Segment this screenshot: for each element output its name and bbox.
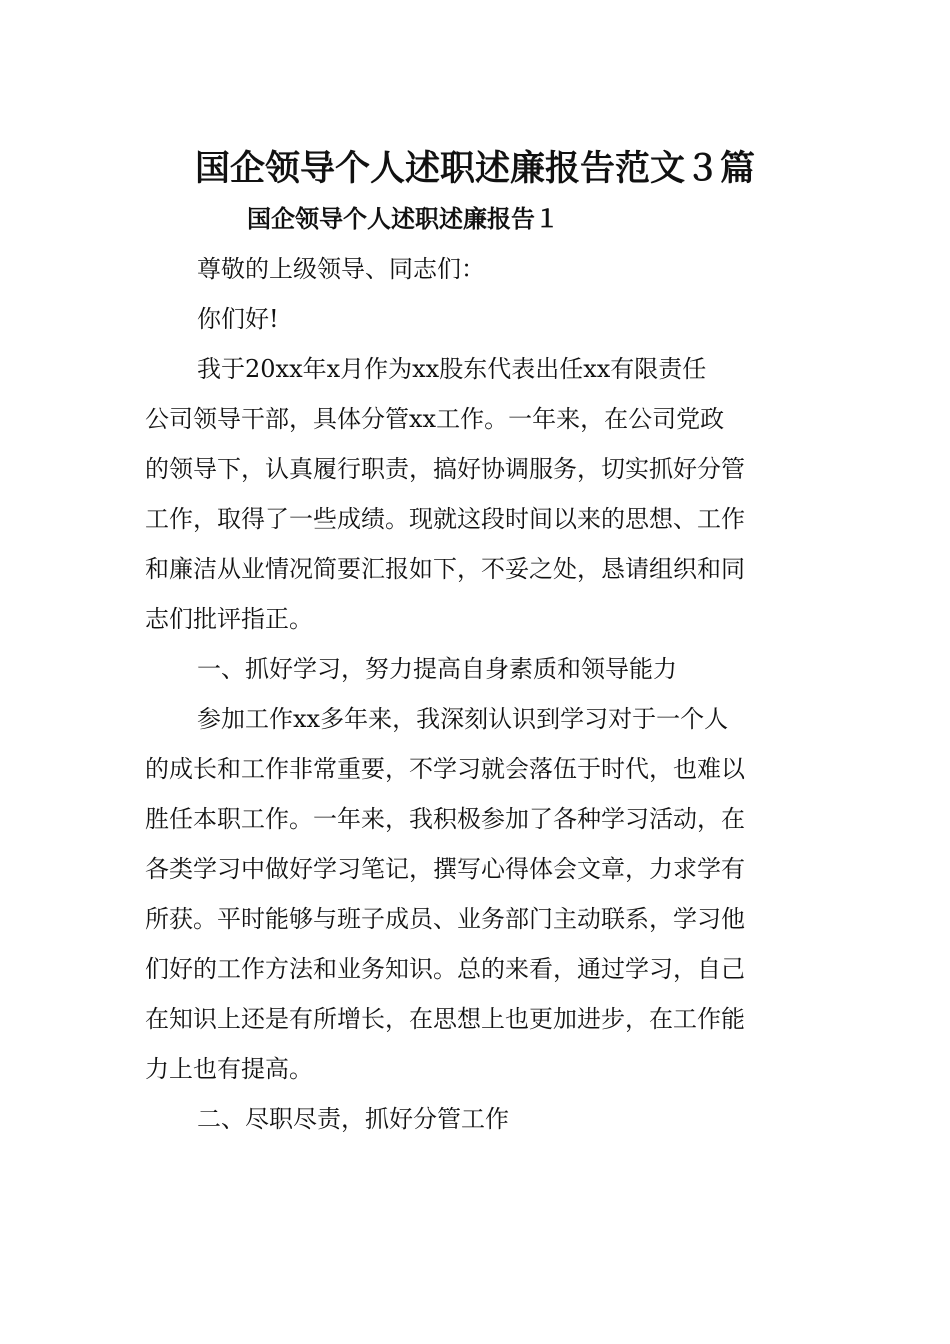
paragraph-line: 工作，取得了一些成绩。现就这段时间以来的思想、工作 [145, 505, 745, 533]
section-heading: 二、尽职尽责，抓好分管工作 [197, 1105, 509, 1133]
paragraph-line: 力上也有提高。 [145, 1055, 313, 1083]
paragraph-line: 公司领导干部，具体分管xx工作。一年来，在公司党政 [145, 405, 725, 433]
section-heading: 一、抓好学习，努力提高自身素质和领导能力 [197, 655, 677, 683]
salutation: 尊敬的上级领导、同志们： [197, 255, 485, 283]
paragraph-line: 各类学习中做好学习笔记，撰写心得体会文章，力求学有 [145, 855, 745, 883]
paragraph-line: 我于20xx年x月作为xx股东代表出任xx有限责任 [197, 355, 707, 383]
paragraph-line: 胜任本职工作。一年来，我积极参加了各种学习活动，在 [145, 805, 745, 833]
paragraph-line: 志们批评指正。 [145, 605, 313, 633]
document-title: 国企领导个人述职述廉报告范文３篇 [194, 148, 755, 189]
paragraph-line: 所获。平时能够与班子成员、业务部门主动联系，学习他 [145, 905, 745, 933]
greeting: 你们好! [197, 305, 279, 333]
paragraph-line: 在知识上还是有所增长，在思想上也更加进步，在工作能 [145, 1005, 745, 1033]
paragraph-line: 和廉洁从业情况简要汇报如下，不妥之处，恳请组织和同 [145, 555, 745, 583]
paragraph-line: 们好的工作方法和业务知识。总的来看，通过学习，自己 [145, 955, 745, 983]
paragraph-line: 参加工作xx多年来，我深刻认识到学习对于一个人 [197, 705, 729, 733]
paragraph-line: 的领导下，认真履行职责，搞好协调服务，切实抓好分管 [145, 455, 745, 483]
paragraph-line: 的成长和工作非常重要，不学习就会落伍于时代，也难以 [145, 755, 745, 783]
document-subtitle: 国企领导个人述职述廉报告１ [247, 204, 559, 233]
